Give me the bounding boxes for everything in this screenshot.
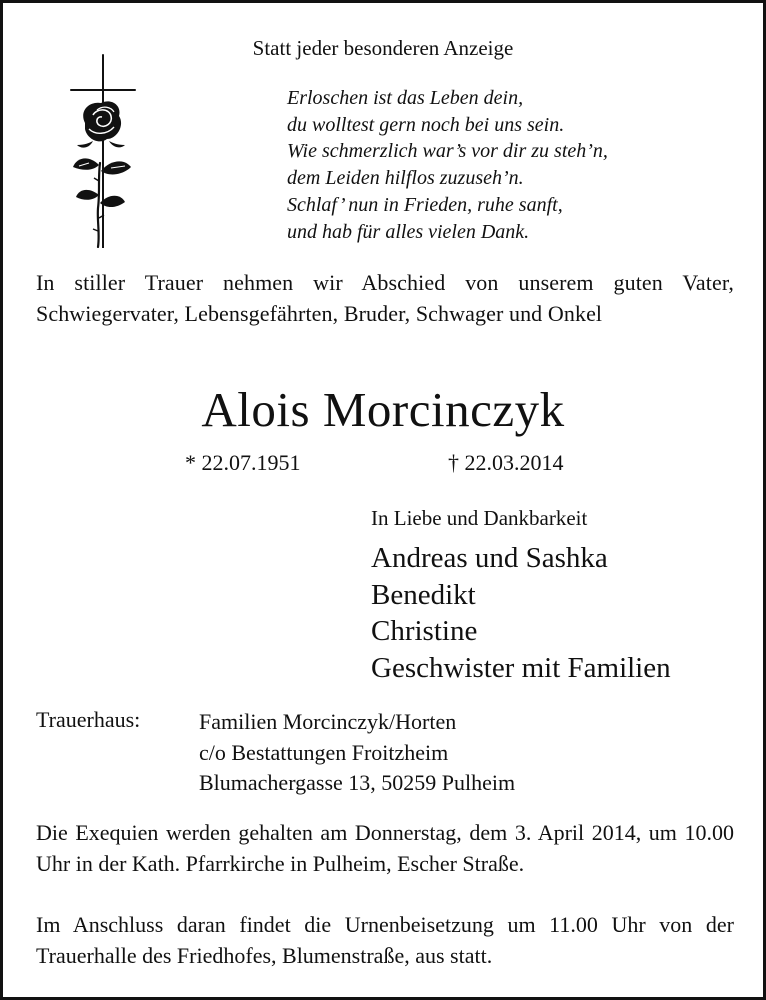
mourner-name: Christine [371, 615, 478, 647]
service-paragraph: Die Exequien werden gehalten am Donnerstag, dem 3. April 2014, um 10.00 Uhr in der Kath. Pfarrkirche in Pulheim, Escher Straße. [36, 820, 734, 876]
birth-date: * 22.07.1951 [185, 450, 301, 475]
mourning-house-label: Trauerhaus: [36, 707, 141, 732]
mourner-name: Geschwister mit Familien [371, 651, 671, 684]
poem-line: Schlaf’ nun in Frieden, ruhe sanft, [287, 193, 563, 216]
address-line: c/o Bestattungen Froitzheim [199, 739, 449, 765]
intro-text: In stiller Trauer nehmen wir Abschied von unserem guten Vater, Schwiegervater, Lebensgefährten, Bruder, Schwager und Onkel [36, 270, 734, 326]
mourners-list [371, 540, 671, 686]
burial-paragraph: Im Anschluss daran findet die Urnenbeisetzung um 11.00 Uhr von der Trauerhalle des Friedhofes, Blumenstraße, aus statt. [36, 912, 734, 968]
mourning-house-address [199, 707, 515, 799]
mourner-name: Andreas und Sashka [371, 542, 608, 574]
cross-with-rose-icon [67, 53, 139, 248]
address-line: Familien Morcinczyk/Horten [199, 709, 457, 734]
poem [287, 85, 608, 245]
mourners-intro: In Liebe und Dankbarkeit [371, 506, 588, 530]
poem-line: Erloschen ist das Leben dein, [287, 87, 524, 109]
deceased-name: Alois Morcinczyk [201, 382, 565, 437]
death-date: † 22.03.2014 [448, 450, 564, 475]
poem-line: dem Leiden hilflos zuzuseh’n. [287, 167, 524, 190]
mourner-name: Benedikt [371, 578, 476, 611]
notice-header: Statt jeder besonderen Anzeige [252, 36, 514, 60]
address-line: Blumachergasse 13, 50259 Pulheim [199, 770, 516, 795]
poem-line: und hab für alles vielen Dank. [287, 220, 530, 243]
poem-line: Wie schmerzlich war’s vor dir zu steh’n, [287, 140, 608, 163]
poem-line: du wolltest gern noch bei uns sein. [287, 113, 565, 136]
